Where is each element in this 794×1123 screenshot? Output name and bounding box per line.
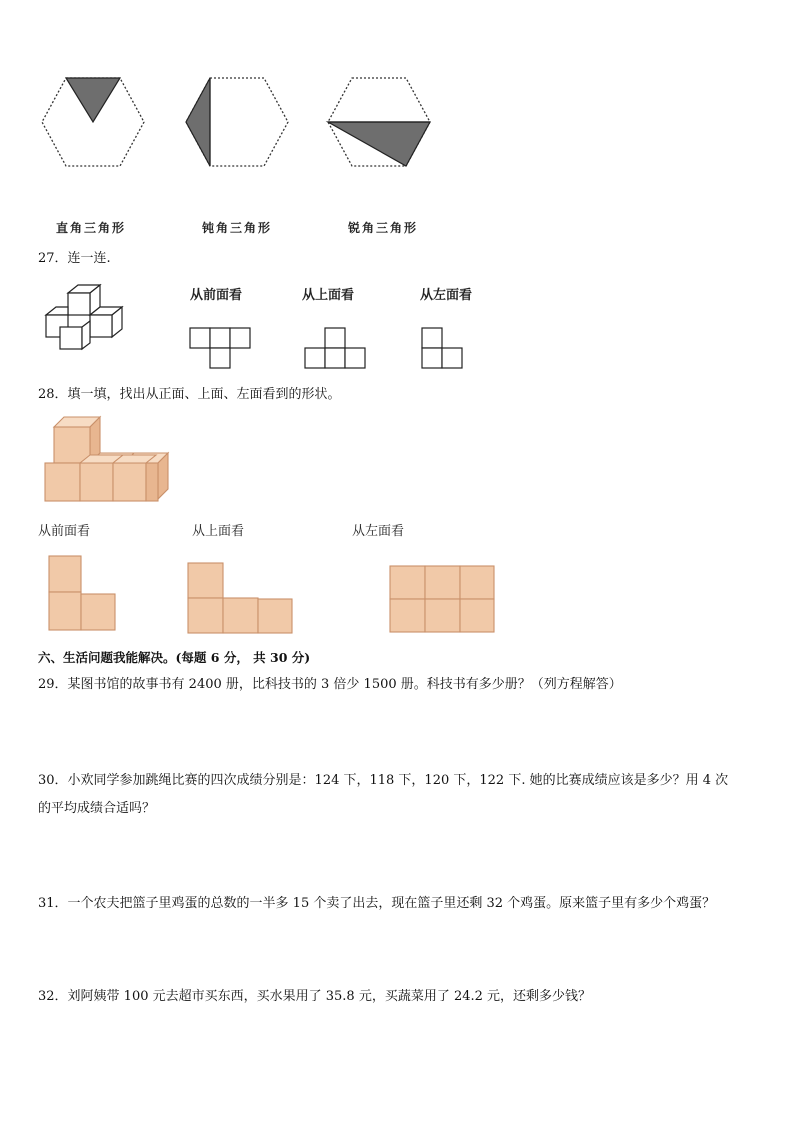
q27-view-front-label: 从前面看 [190,288,243,303]
q32-text: 32．刘阿姨带 100 元去超市买东西，买水果用了 35.8 元，买蔬菜用了 24.2 元，还剩多少钱？ [38,989,592,1004]
label-obtuse-triangle: 钝角三角形 [202,221,273,235]
section6-heading: 六、生活问题我能解决。(每题 6 分， 共 30 分) [38,650,311,665]
q28-left-view-shape [389,565,497,635]
q27-top-view-shape [304,327,368,371]
q31-text: 31．一个农夫把篮子里鸡蛋的总数的一半多 15 个卖了出去，现在篮子里还剩 32 个鸡蛋。原来篮子里有多少个鸡蛋？ [38,896,716,911]
hexagon-obtuse-triangle [184,76,290,168]
q28-cube-stack [44,411,172,505]
q27-left-view-shape [421,327,465,371]
q27-view-top-label: 从上面看 [302,288,355,303]
hexagon-right-triangle [40,76,146,168]
q28-view-top-label: 从上面看 [192,524,245,539]
label-acute-triangle: 锐角三角形 [348,221,419,235]
q28-view-front-label: 从前面看 [38,524,91,539]
q28-view-left-label: 从左面看 [352,524,405,539]
hexagon-acute-triangle [326,76,432,168]
q27-cube-stack [44,283,128,353]
q28-front-view-shape [48,555,118,633]
q27-title: 27．连一连. [38,251,111,266]
q30-line2: 的平均成绩合适吗？ [38,801,156,816]
label-right-triangle: 直角三角形 [56,221,127,235]
q27-front-view-shape [189,327,253,371]
q27-view-left-label: 从左面看 [420,288,473,303]
q28-title: 28．填一填，找出从正面、上面、左面看到的形状。 [38,387,341,402]
q29-text: 29．某图书馆的故事书有 2400 册，比科技书的 3 倍少 1500 册。科技书有多少册？（列方程解答） [38,677,622,692]
q28-top-view-shape [187,562,295,634]
q30-line1: 30．小欢同学参加跳绳比赛的四次成绩分别是：124 下，118 下，120 下，122 下. 她的比赛成绩应该是多少？用 4 次 [38,773,729,788]
